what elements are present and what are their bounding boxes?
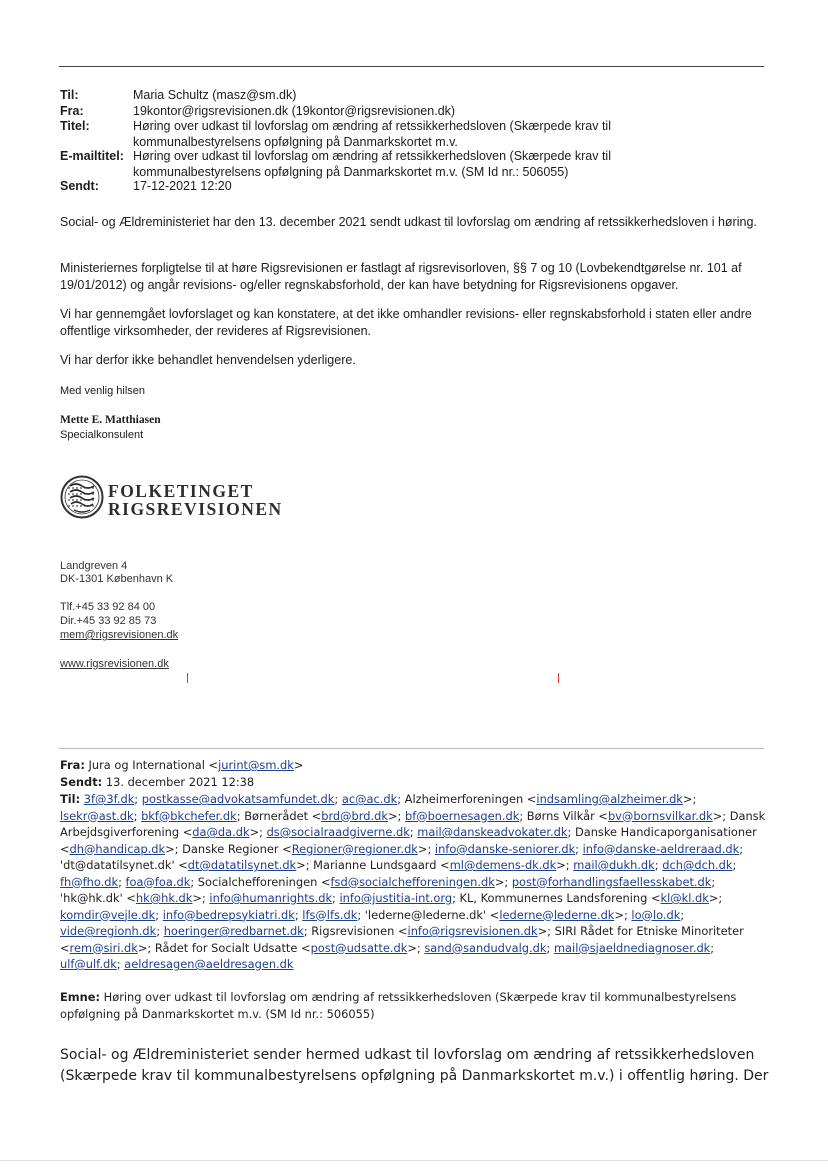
recipient-text: ; [409,825,418,839]
recipient-email-link[interactable]: fsd@socialchefforeningen.dk [330,874,495,889]
recipient-email-link[interactable]: vide@regionh.dk [60,924,157,938]
recipient-email-link[interactable]: fh@fho.dk [60,874,119,889]
recipient-text: ; Børnerådet < [236,808,322,823]
red-mark [187,673,188,683]
forwarded-to: Til: 3f@3f.dk; postkasse@advokatsamfundet.dk; ac@ac.dk; Alzheimerforeningen <indsamling@alzheimer.dk>; lsekr@ast.dk; bkf@bkchefer.dk; Børnerådet <brd@brd.dk>; bf@boernesagen.dk; Børns Vilkår <bv@bornsvilkar.dk>; Dansk Arbejdsgiverforening <da@da.dk>; ds@socialraadgiverne.dk; mail@danskeadvokater.dk; Danske Handicaporganisationer <dh@handicap.dk>; Danske Regioner <Regioner@regioner.dk>; info@danske-seniorer.dk; info@danske-aeldreraad.dk; 'dt@datatilsynet.dk' <dt@datatilsynet.dk>; Marianne Lundsgaard <ml@demens-dk.dk>; mail@dukh.dk; dch@dch.dk; fh@fho.dk; foa@foa.dk; Socialchefforeningen <fsd@socialchefforeningen.dk>; post@forhandlingsfaellesskabet.dk; 'hk@hk.dk' <hk@hk.dk>; info@humanrights.dk; info@justitia-int.org; KL, Kommunernes Landsforening <kl@kl.dk>; komdir@vejle.dk; info@bedrepsykiatri.dk; lfs@lfs.dk; 'lederne@lederne.dk' <lederne@lederne.dk>; lo@lo.dk; vide@regionh.dk; hoeringer@redbarnet.dk; Rigsrevisionen <info@rigsrevisionen.dk>; SIRI Rådet for Etniske Minoriteter <rem@siri.dk>; Rådet for Socialt Udsatte <post@udsatte.dk>; sand@sandudvalg.dk; mail@sjaeldnediagnoser.dk; ulf@ulf.dk; aeldresagen@aeldresagen.dk [60,792,766,971]
forwarded-subject: Emne: Høring over udkast til lovforslag om ændring af retssikkerhedsloven (Skærpede krav til kommunalbestyrelsens opfølgning på Danmarkskortet m.v. (SM Id nr.: 506055) [60,990,737,1021]
recipient-email-link[interactable]: kl@kl.dk [660,891,709,905]
recipient-text: >; [682,792,697,806]
to-value: Maria Schultz (masz@sm.dk) [133,88,297,102]
recipient-text: ; [133,808,142,823]
recipient-text: ; [116,957,125,971]
recipient-email-link[interactable]: bf@boernesagen.dk [404,808,520,823]
recipient-text: >; Dansk Arbejdsgiverforening < [60,808,766,839]
recipient-text: ; 'hk@hk.dk' < [60,874,716,905]
recipient-email-link[interactable]: mail@sjaeldnediagnoser.dk [553,940,711,955]
recipient-email-link[interactable]: dh@handicap.dk [69,841,166,856]
reply-paragraph-3: Vi har gennemgået lovforslaget og kan konstatere, at det ikke omhandler revisions- eller regnskabsforhold i staten eller andre offentlige virksomheder, der revideres af Rigsrevisionen. [60,307,752,338]
recipient-email-link[interactable]: sand@sandudvalg.dk [424,940,547,955]
logo-line-rigsrevisionen: RIGSREVISIONEN [108,499,283,519]
recipient-email-link[interactable]: bv@bornsvilkar.dk [607,808,713,823]
red-mark [558,673,559,683]
recipient-email-link[interactable]: post@udsatte.dk [310,940,408,955]
recipient-email-link[interactable]: lfs@lfs.dk [302,907,358,922]
recipient-text: ; [294,907,303,922]
forwarded-body: Social- og Ældreministeriet sender hermed udkast til lovforslag om ændring af retssikkerhedsloven (Skærpede krav til kommunalbestyrelsens opfølgning på Danmarkskortet m.v.) i offentlig høring. Der [60,1047,769,1084]
recipient-text: ; Børns Vilkår < [519,808,608,823]
recipient-email-link[interactable]: hoeringer@redbarnet.dk [163,924,304,938]
phone-direct: Dir.+45 33 92 85 73 [60,615,157,627]
signature-title: Specialkonsulent [60,429,144,441]
bottom-scan-line [0,1160,828,1161]
recipient-text: >; [417,841,435,856]
recipient-email-link[interactable]: info@rigsrevisionen.dk [407,924,538,938]
top-rule [59,66,764,67]
recipient-email-link[interactable]: dt@datatilsynet.dk [187,858,297,872]
recipient-email-link[interactable]: Regioner@regioner.dk [291,841,418,856]
phone-main: Tlf.+45 33 92 84 00 [60,601,156,613]
recipient-text: ; Alzheimerforeningen < [397,792,537,806]
recipient-email-link[interactable]: komdir@vejle.dk [60,907,156,922]
recipient-email-link[interactable]: aeldresagen@aeldresagen.dk [124,957,294,971]
recipient-email-link[interactable]: postkasse@advokatsamfundet.dk [141,792,335,806]
email-title-label: E-mailtitel: [60,149,124,163]
recipient-text: >; [614,907,632,922]
sent-label: Sendt: [60,179,99,193]
recipient-text: >; [556,858,574,872]
logo-line-folketinget: FOLKETINGET [108,481,254,501]
recipient-text: >; [494,874,512,889]
recipient-email-link[interactable]: brd@brd.dk [321,808,388,823]
recipient-email-link[interactable]: mail@dukh.dk [573,858,655,872]
recipient-text: ; [118,874,126,889]
recipient-text: >; [387,808,405,823]
recipient-text: ; [134,792,142,806]
from-value: 19kontor@rigsrevisionen.dk (19kontor@rigsrevisionen.dk) [133,104,456,118]
recipient-email-link[interactable]: hk@hk.dk [135,891,193,905]
recipient-text: ; [546,940,554,955]
recipient-text: ; 'lederne@lederne.dk' < [357,907,500,922]
reply-paragraph-2: Ministeriernes forpligtelse til at høre Rigsrevisionen er fastlagt af rigsrevisorloven, §§ 7 og 10 (Lovbekendtgørelse nr. 101 af 19/01/2012) og angår revisions- og/eller regnskabsforhold, der kan have betydning for Rigsrevisionens opgaver. [60,261,742,292]
recipient-email-link[interactable]: ulf@ulf.dk [60,957,117,971]
recipient-text: ; [680,907,685,922]
jurint-email-link[interactable]: jurint@sm.dk [218,758,294,772]
address-city: DK-1301 København K [60,573,174,585]
website-link[interactable]: www.rigsrevisionen.dk [60,658,169,670]
to-label: Til: [60,88,79,102]
recipient-email-link[interactable]: indsamling@alzheimer.dk [536,792,683,806]
recipient-email-link[interactable]: lederne@lederne.dk [499,907,615,922]
recipient-text: ; [332,891,340,905]
recipient-email-link[interactable]: da@da.dk [192,825,250,839]
recipient-text: >; Rådet for Socialt Udsatte < [137,940,311,955]
recipient-email-link[interactable]: dch@dch.dk [662,858,733,872]
recipient-email-link[interactable]: rem@siri.dk [69,940,138,955]
recipient-text: ; [710,940,715,955]
recipient-text: ; [334,792,342,806]
sent-value: 17-12-2021 12:20 [133,179,232,193]
recipient-email-link[interactable]: ml@demens-dk.dk [449,858,557,872]
recipient-email-link[interactable]: info@humanrights.dk [209,891,333,905]
title-label: Titel: [60,119,90,133]
recipient-text: >; [407,940,425,955]
recipient-text: ; [575,841,583,856]
recipient-text: ; [732,858,737,872]
recipient-email-link[interactable]: lo@lo.dk [631,907,681,922]
from-label: Fra: [60,104,84,118]
reply-paragraph-4: Vi har derfor ikke behandlet henvendelsen yderligere. [60,353,356,367]
forward-separator [59,748,764,749]
recipient-email-link[interactable]: info@danske-aeldreraad.dk [582,841,740,856]
recipient-text: ; Socialchefforeningen < [190,874,331,889]
recipient-email-link[interactable]: ds@socialraadgiverne.dk [266,825,410,839]
recipient-text: ; KL, Kommunernes Landsforening < [452,891,661,905]
recipient-list [60,792,765,971]
recipient-email-link[interactable]: 3f@3f.dk [83,792,135,806]
recipient-text: ; [155,907,163,922]
folketinget-crest-icon [60,474,104,520]
signature-name: Mette E. Matthiasen [60,414,161,426]
recipient-email-link[interactable]: post@forhandlingsfaellesskabet.dk [511,874,712,889]
reply-paragraph-1: Social- og Ældreministeriet har den 13. december 2021 sendt udkast til lovforslag om ændring af retssikkerhedsloven i høring. [60,215,757,229]
recipient-email-link[interactable]: foa@foa.dk [125,874,191,889]
recipient-email-link[interactable]: lsekr@ast.dk [60,808,134,823]
contact-email-link[interactable]: mem@rigsrevisionen.dk [60,629,179,641]
recipient-text: >; Danske Regioner < [165,841,292,856]
recipient-text: ; 'dt@datatilsynet.dk' < [60,841,744,872]
recipient-email-link[interactable]: info@justitia-int.org [339,891,453,905]
email-title-value: Høring over udkast til lovforslag om ændring af retssikkerhedsloven (Skærpede krav til kommunalbestyrelsens opfølgning på Danmarkskortet m.v. (SM Id nr.: 506055) [133,149,611,179]
recipient-text: >; Marianne Lundsgaard < [296,858,450,872]
recipient-email-link[interactable]: info@bedrepsykiatri.dk [162,907,295,922]
forwarded-from: Fra: Jura og International <jurint@sm.dk> [60,758,304,772]
recipient-email-link[interactable]: mail@danskeadvokater.dk [417,825,568,839]
recipient-text: ; Danske Handicaporganisationer < [60,825,757,856]
recipient-text: >; [708,891,723,905]
recipient-email-link[interactable]: info@danske-seniorer.dk [434,841,576,856]
recipient-text: ; [654,858,663,872]
recipient-text: ; [156,924,164,938]
recipient-email-link[interactable]: ac@ac.dk [341,792,398,806]
forwarded-sent: Sendt: 13. december 2021 12:38 [60,775,255,789]
recipient-text: ; Rigsrevisionen < [303,924,408,938]
greeting: Med venlig hilsen [60,385,145,397]
title-value: Høring over udkast til lovforslag om ændring af retssikkerhedsloven (Skærpede krav til kommunalbestyrelsens opfølgning på Danmarkskortet m.v. [133,119,611,149]
recipient-text: >; [192,891,210,905]
address-street: Landgreven 4 [60,560,128,572]
recipient-text: >; [249,825,267,839]
recipient-text: >; SIRI Rådet for Etniske Minoriteter < [60,924,744,955]
recipient-email-link[interactable]: bkf@bkchefer.dk [141,808,237,823]
